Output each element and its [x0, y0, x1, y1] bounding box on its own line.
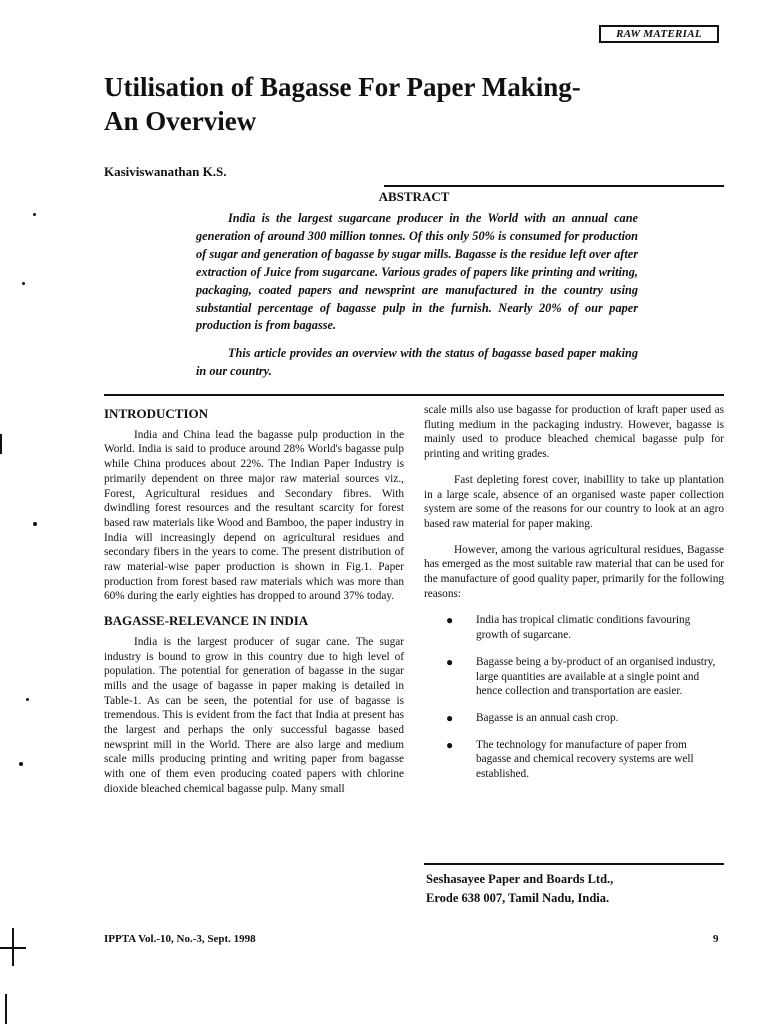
list-item-text: Bagasse being a by-product of an organised industry, large quantities are available at a single point and hence collection and transportation are easier.: [476, 655, 716, 698]
body-paragraph: However, among the various agricultural residues, Bagasse has emerged as the most suitable raw material that can be used for the manufacture of good quality paper, primarily for the following reasons:: [424, 543, 724, 600]
page-edge-mark: [0, 434, 2, 454]
right-column: [424, 403, 724, 794]
scan-speck: [26, 698, 29, 701]
abstract: [196, 210, 638, 381]
journal-footer: IPPTA Vol.-10, No.-3, Sept. 1998: [104, 933, 256, 945]
left-column: [104, 403, 404, 797]
body-paragraph: India and China lead the bagasse pulp production in the World. India is said to produce around 28% World's bagasse pulp while China produces about 22%. The Indian Paper Industry is primarily dependent on three major raw material sources viz., Forest, Agricultural residues and Secondary fibres. With dwindling forest resources and the resultant scarcity for forest based raw materials like Wood and Bamboo, the paper industry in India will increasingly depend on agricultural residues and secondary fibers in the years to come. The present distribution of raw material-wise paper production is shown in Fig.1. Paper production from forest based raw materials which was more than 60% during the early eighties has dropped to around 37% today.: [104, 428, 404, 603]
list-item: [424, 613, 724, 642]
list-item-text: The technology for manufacture of paper from bagasse and chemical recovery systems are well established.: [476, 738, 694, 781]
bullet-icon: ●: [446, 613, 454, 628]
affiliation-rule: [424, 863, 724, 865]
abstract-paragraph: This article provides an overview with the status of bagasse based paper making in our country.: [196, 346, 638, 379]
scan-speck: [33, 522, 37, 526]
affiliation-company: Seshasayee Paper and Boards Ltd.,: [426, 872, 614, 886]
abstract-heading: ABSTRACT: [378, 189, 450, 204]
affiliation-address: Erode 638 007, Tamil Nadu, India.: [426, 891, 610, 905]
list-item: [424, 655, 724, 699]
list-item-text: India has tropical climatic conditions favouring growth of sugarcane.: [476, 614, 691, 642]
list-item-text: Bagasse is an annual cash crop.: [476, 711, 619, 724]
scan-speck: [19, 762, 23, 766]
scan-speck: [33, 213, 36, 216]
relevance-heading: BAGASSE-RELEVANCE IN INDIA: [104, 613, 309, 629]
abstract-paragraph: India is the largest sugarcane producer in the World with an annual cane generation of around 300 million tonnes. Of this only 50% is consumed for production of sugar and generation of bagasse by sugar mills. Bagasse is the residue left over after extraction of Juice from sugarcane. Various grades of papers like printing and writing, packaging, coated papers and newsprint are manufactured in the country using substantial percentage of bagasse pulp in the furnish. Nearly 20% of our paper production is from bagasse.: [196, 211, 638, 333]
crop-mark-vertical: [5, 994, 7, 1024]
body-paragraph: India is the largest producer of sugar cane. The sugar industry is bound to grow in this country due to high level of population. The potential for generation of bagasse in the sugar mills and the usage of bagasse in paper making is detailed in Table-1. As can be seen, the potential for use of bagasse is tremendous. This is evident from the fact that India at present has the largest and perhaps the only successful bagasse based newsprint mill in the World. There are also large and medium scale mills producing printing and writing paper from bagasse with one of them even producing coated papers with chlorine dioxide bleached chemical bagasse pulp. Many small: [104, 635, 404, 795]
article-title: [104, 70, 704, 138]
list-item: [424, 711, 724, 726]
abstract-bottom-rule: [104, 394, 724, 396]
bullet-icon: ●: [446, 710, 454, 725]
reasons-list: [424, 613, 724, 781]
affiliation: [426, 870, 726, 908]
bullet-icon: ●: [446, 654, 454, 669]
body-paragraph: Fast depleting forest cover, inabillity to take up plantation in a large scale, absence of an organised waste paper collection system are some of the reasons for our country to look at an agro based raw material for paper making.: [424, 473, 724, 530]
introduction-heading: INTRODUCTION: [104, 406, 209, 421]
list-item: [424, 738, 724, 782]
section-tag: RAW MATERIAL: [599, 25, 719, 43]
body-paragraph: scale mills also use bagasse for production of kraft paper used as fluting medium in the packaging industry. However, bagasse is mainly used to produce bleached chemical bagasse pulp for printing and writing grades.: [424, 404, 724, 461]
title-line-1: Utilisation of Bagasse For Paper Making-: [104, 72, 581, 102]
crop-mark-vertical: [12, 928, 14, 966]
bullet-icon: ●: [446, 737, 454, 752]
scan-speck: [22, 282, 25, 285]
author-name: Kasiviswanathan K.S.: [104, 164, 227, 179]
page-number: 9: [713, 933, 719, 945]
title-line-2: An Overview: [104, 106, 257, 136]
abstract-top-rule: [384, 185, 724, 187]
